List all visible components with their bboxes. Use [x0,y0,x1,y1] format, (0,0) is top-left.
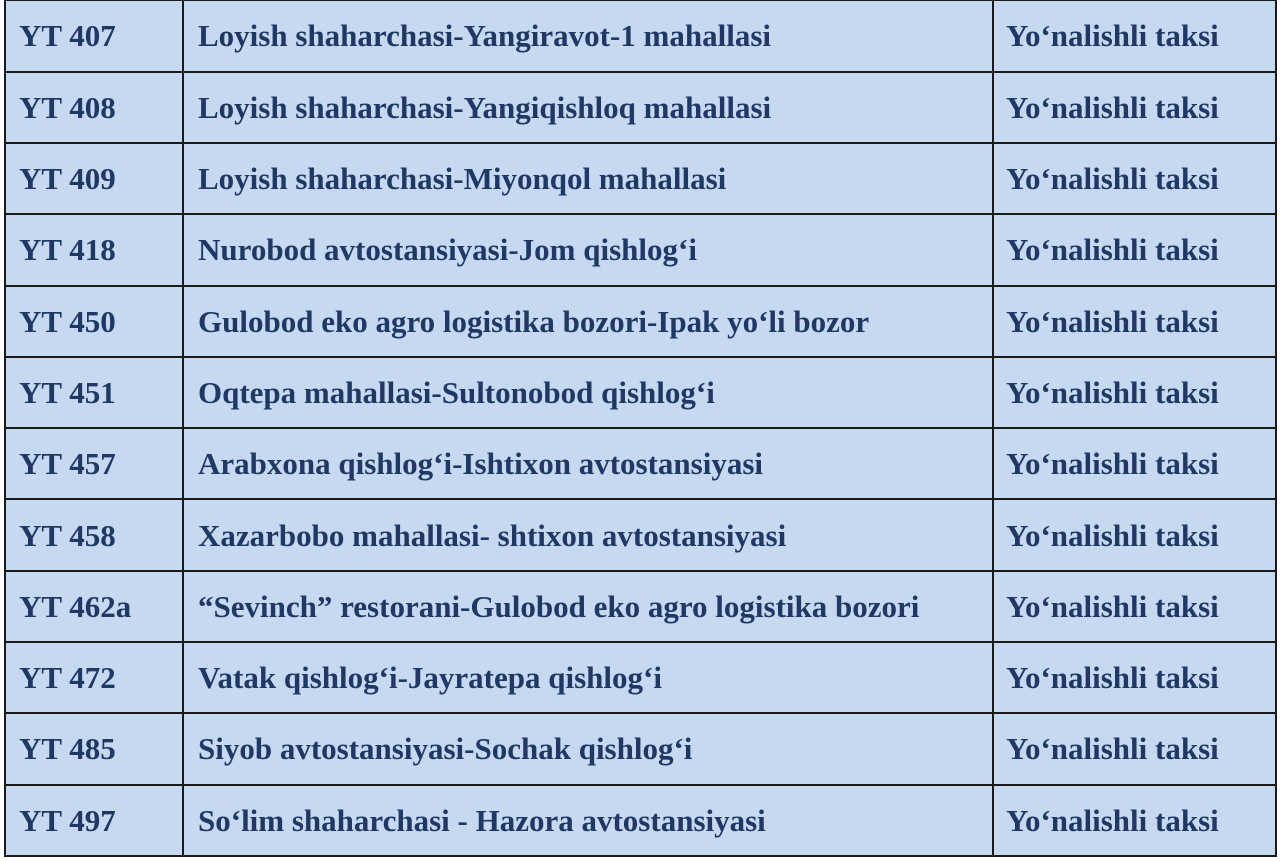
route-name: Vatak qishlog‘i-Jayratepa qishlog‘i [183,642,993,713]
route-table [4,0,1277,857]
route-code: YT 472 [5,642,183,713]
transport-type: Yo‘nalishli taksi [993,72,1276,143]
route-code: YT 450 [5,286,183,357]
transport-type: Yo‘nalishli taksi [993,571,1276,642]
table-row [5,72,1276,143]
table-row [5,357,1276,428]
route-name: “Sevinch” restorani-Gulobod eko agro logistika bozori [183,571,993,642]
table-row [5,286,1276,357]
route-code: YT 408 [5,72,183,143]
table-row [5,143,1276,214]
route-name: Loyish shaharchasi-Yangiravot-1 mahallasi [183,1,993,72]
transport-type: Yo‘nalishli taksi [993,713,1276,784]
route-table-body [5,1,1276,857]
table-row [5,1,1276,72]
transport-type: Yo‘nalishli taksi [993,214,1276,285]
route-name: Xazarbobo mahallasi- shtixon avtostansiyasi [183,499,993,570]
table-row [5,214,1276,285]
table-row [5,785,1276,856]
table-row [5,571,1276,642]
route-code: YT 418 [5,214,183,285]
table-row [5,713,1276,784]
route-name: Loyish shaharchasi-Yangiqishloq mahallasi [183,72,993,143]
transport-type: Yo‘nalishli taksi [993,428,1276,499]
transport-type: Yo‘nalishli taksi [993,286,1276,357]
route-code: YT 409 [5,143,183,214]
route-name: So‘lim shaharchasi - Hazora avtostansiyasi [183,785,993,856]
route-name: Gulobod eko agro logistika bozori-Ipak yo‘li bozor [183,286,993,357]
transport-type: Yo‘nalishli taksi [993,499,1276,570]
route-name: Loyish shaharchasi-Miyonqol mahallasi [183,143,993,214]
route-code: YT 458 [5,499,183,570]
table-row [5,428,1276,499]
route-name: Nurobod avtostansiyasi-Jom qishlog‘i [183,214,993,285]
transport-type: Yo‘nalishli taksi [993,357,1276,428]
route-code: YT 451 [5,357,183,428]
transport-type: Yo‘nalishli taksi [993,1,1276,72]
transport-type: Yo‘nalishli taksi [993,642,1276,713]
route-code: YT 457 [5,428,183,499]
transport-type: Yo‘nalishli taksi [993,785,1276,856]
route-name: Siyob avtostansiyasi-Sochak qishlog‘i [183,713,993,784]
route-code: YT 407 [5,1,183,72]
table-row [5,499,1276,570]
route-code: YT 485 [5,713,183,784]
table-row [5,642,1276,713]
transport-type: Yo‘nalishli taksi [993,143,1276,214]
route-code: YT 462a [5,571,183,642]
route-code: YT 497 [5,785,183,856]
route-name: Arabxona qishlog‘i-Ishtixon avtostansiyasi [183,428,993,499]
route-name: Oqtepa mahallasi-Sultonobod qishlog‘i [183,357,993,428]
